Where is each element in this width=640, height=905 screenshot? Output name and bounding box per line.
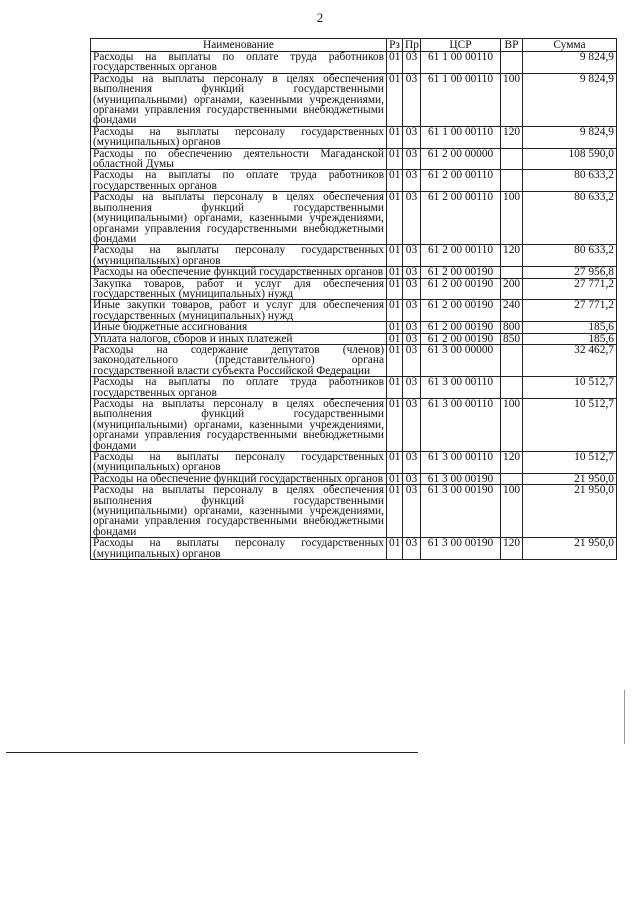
- table-body: [91, 52, 617, 560]
- table-row: [91, 452, 617, 474]
- cell-csr: 61 2 00 00190: [421, 333, 501, 344]
- cell-pr: 03: [403, 73, 421, 126]
- cell-name: Расходы на содержание депутатов (членов) законодательного (представительного) органа государственной власти субъекта Российской Федерации: [91, 344, 387, 376]
- cell-vr: 100: [501, 399, 523, 452]
- cell-name: Расходы на выплаты по оплате труда работников государственных органов: [91, 377, 387, 399]
- table-row: [91, 278, 617, 300]
- cell-vr: 100: [501, 192, 523, 245]
- table-row: [91, 170, 617, 192]
- cell-vr: [501, 170, 523, 192]
- page-number: 2: [316, 10, 324, 25]
- cell-csr: 61 2 00 00000: [421, 148, 501, 170]
- table-row: [91, 126, 617, 148]
- cell-pr: 03: [403, 452, 421, 474]
- cell-csr: 61 2 00 00110: [421, 170, 501, 192]
- cell-sum: 10 512,7: [523, 399, 617, 452]
- cell-name: Расходы на выплаты персоналу государственных (муниципальных) органов: [91, 126, 387, 148]
- table-row: [91, 52, 617, 74]
- cell-name: Закупка товаров, работ и услуг для обеспечения государственных (муниципальных) нужд: [91, 278, 387, 300]
- header-sum: Сумма: [523, 39, 617, 52]
- cell-vr: [501, 344, 523, 376]
- cell-name: Иные закупки товаров, работ и услуг для обеспечения государственных (муниципальных) нужд: [91, 300, 387, 322]
- cell-pr: 03: [403, 52, 421, 74]
- cell-vr: 200: [501, 278, 523, 300]
- cell-sum: 9 824,9: [523, 52, 617, 74]
- table-row: [91, 377, 617, 399]
- cell-rz: 01: [387, 538, 403, 560]
- cell-pr: 03: [403, 267, 421, 278]
- cell-rz: 01: [387, 344, 403, 376]
- cell-csr: 61 2 00 00190: [421, 322, 501, 333]
- cell-pr: 03: [403, 473, 421, 484]
- cell-name: Расходы на выплаты персоналу в целях обеспечения выполнения функций государственными (муниципальными) органами, казенными учреждениями, органами управления государственными внебюджетными фондами: [91, 485, 387, 538]
- cell-rz: 01: [387, 322, 403, 333]
- table-row: [91, 148, 617, 170]
- cell-csr: 61 1 00 00110: [421, 52, 501, 74]
- cell-name: Расходы на обеспечение функций государственных органов: [91, 267, 387, 278]
- cell-vr: 850: [501, 333, 523, 344]
- table-row: [91, 192, 617, 245]
- cell-csr: 61 1 00 00110: [421, 126, 501, 148]
- cell-csr: 61 3 00 00000: [421, 344, 501, 376]
- cell-pr: 03: [403, 170, 421, 192]
- cell-sum: 32 462,7: [523, 344, 617, 376]
- cell-rz: 01: [387, 399, 403, 452]
- table-row: [91, 73, 617, 126]
- header-vr: ВР: [501, 39, 523, 52]
- cell-sum: 108 590,0: [523, 148, 617, 170]
- cell-sum: 185,6: [523, 333, 617, 344]
- cell-csr: 61 2 00 00190: [421, 300, 501, 322]
- cell-sum: 21 950,0: [523, 473, 617, 484]
- cell-pr: 03: [403, 538, 421, 560]
- cell-name: Расходы на обеспечение функций государственных органов: [91, 473, 387, 484]
- cell-sum: 10 512,7: [523, 452, 617, 474]
- cell-rz: 01: [387, 126, 403, 148]
- cell-pr: 03: [403, 126, 421, 148]
- cell-sum: 10 512,7: [523, 377, 617, 399]
- cell-rz: 01: [387, 278, 403, 300]
- cell-sum: 27 771,2: [523, 278, 617, 300]
- cell-sum: 185,6: [523, 322, 617, 333]
- cell-csr: 61 3 00 00110: [421, 452, 501, 474]
- cell-sum: 80 633,2: [523, 170, 617, 192]
- cell-name: Иные бюджетные ассигнования: [91, 322, 387, 333]
- cell-vr: 240: [501, 300, 523, 322]
- cell-name: Расходы на выплаты персоналу государственных (муниципальных) органов: [91, 538, 387, 560]
- cell-rz: 01: [387, 485, 403, 538]
- cell-csr: 61 3 00 00190: [421, 473, 501, 484]
- cell-rz: 01: [387, 267, 403, 278]
- table-row: [91, 485, 617, 538]
- cell-vr: [501, 267, 523, 278]
- cell-vr: [501, 473, 523, 484]
- cell-vr: 120: [501, 538, 523, 560]
- cell-name: Расходы на выплаты по оплате труда работников государственных органов: [91, 170, 387, 192]
- cell-vr: [501, 148, 523, 170]
- header-rz: Рз: [387, 39, 403, 52]
- cell-rz: 01: [387, 452, 403, 474]
- cell-name: Уплата налогов, сборов и иных платежей: [91, 333, 387, 344]
- table-row: [91, 333, 617, 344]
- cell-rz: 01: [387, 333, 403, 344]
- cell-sum: 80 633,2: [523, 245, 617, 267]
- cell-pr: 03: [403, 344, 421, 376]
- cell-csr: 61 1 00 00110: [421, 73, 501, 126]
- cell-vr: 120: [501, 245, 523, 267]
- table-row: [91, 267, 617, 278]
- cell-name: Расходы на выплаты персоналу в целях обеспечения выполнения функций государственными (муниципальными) органами, казенными учреждениями, органами управления государственными внебюджетными фондами: [91, 192, 387, 245]
- table-row: [91, 473, 617, 484]
- cell-sum: 21 950,0: [523, 485, 617, 538]
- header-name: Наименование: [91, 39, 387, 52]
- cell-csr: 61 2 00 00190: [421, 267, 501, 278]
- table-header-row: [91, 39, 617, 52]
- cell-name: Расходы на выплаты персоналу государственных (муниципальных) органов: [91, 452, 387, 474]
- cell-pr: 03: [403, 485, 421, 538]
- header-csr: ЦСР: [421, 39, 501, 52]
- cell-sum: 27 956,8: [523, 267, 617, 278]
- cell-rz: 01: [387, 245, 403, 267]
- cell-rz: 01: [387, 300, 403, 322]
- budget-table: [90, 38, 617, 560]
- cell-rz: 01: [387, 73, 403, 126]
- cell-vr: 120: [501, 126, 523, 148]
- cell-sum: 9 824,9: [523, 126, 617, 148]
- cell-sum: 9 824,9: [523, 73, 617, 126]
- table-row: [91, 344, 617, 376]
- cell-pr: 03: [403, 322, 421, 333]
- cell-pr: 03: [403, 245, 421, 267]
- cell-rz: 01: [387, 192, 403, 245]
- table-row: [91, 245, 617, 267]
- cell-vr: 100: [501, 485, 523, 538]
- cell-vr: 100: [501, 73, 523, 126]
- cell-rz: 01: [387, 170, 403, 192]
- scan-margin-mark: [624, 690, 625, 744]
- cell-csr: 61 3 00 00190: [421, 485, 501, 538]
- cell-csr: 61 3 00 00110: [421, 377, 501, 399]
- cell-name: Расходы по обеспечению деятельности Магаданской областной Думы: [91, 148, 387, 170]
- cell-pr: 03: [403, 278, 421, 300]
- cell-sum: 80 633,2: [523, 192, 617, 245]
- cell-rz: 01: [387, 377, 403, 399]
- cell-vr: [501, 377, 523, 399]
- cell-pr: 03: [403, 399, 421, 452]
- cell-name: Расходы на выплаты персоналу государственных (муниципальных) органов: [91, 245, 387, 267]
- cell-sum: 27 771,2: [523, 300, 617, 322]
- cell-csr: 61 2 00 00110: [421, 245, 501, 267]
- cell-vr: [501, 52, 523, 74]
- cell-vr: 800: [501, 322, 523, 333]
- header-pr: Пр: [403, 39, 421, 52]
- cell-pr: 03: [403, 377, 421, 399]
- cell-name: Расходы на выплаты персоналу в целях обеспечения выполнения функций государственными (муниципальными) органами, казенными учреждениями, органами управления государственными внебюджетными фондами: [91, 399, 387, 452]
- cell-csr: 61 3 00 00190: [421, 538, 501, 560]
- cell-pr: 03: [403, 148, 421, 170]
- cell-sum: 21 950,0: [523, 538, 617, 560]
- table-row: [91, 322, 617, 333]
- cell-vr: 120: [501, 452, 523, 474]
- cell-name: Расходы на выплаты по оплате труда работников государственных органов: [91, 52, 387, 74]
- cell-pr: 03: [403, 300, 421, 322]
- cell-rz: 01: [387, 473, 403, 484]
- cell-pr: 03: [403, 333, 421, 344]
- table-row: [91, 399, 617, 452]
- cell-pr: 03: [403, 192, 421, 245]
- table-row: [91, 538, 617, 560]
- footer-divider: [6, 752, 418, 753]
- cell-csr: 61 2 00 00190: [421, 278, 501, 300]
- cell-name: Расходы на выплаты персоналу в целях обеспечения выполнения функций государственными (муниципальными) органами, казенными учреждениями, органами управления государственными внебюджетными фондами: [91, 73, 387, 126]
- cell-rz: 01: [387, 148, 403, 170]
- cell-csr: 61 2 00 00110: [421, 192, 501, 245]
- table-row: [91, 300, 617, 322]
- cell-csr: 61 3 00 00110: [421, 399, 501, 452]
- cell-rz: 01: [387, 52, 403, 74]
